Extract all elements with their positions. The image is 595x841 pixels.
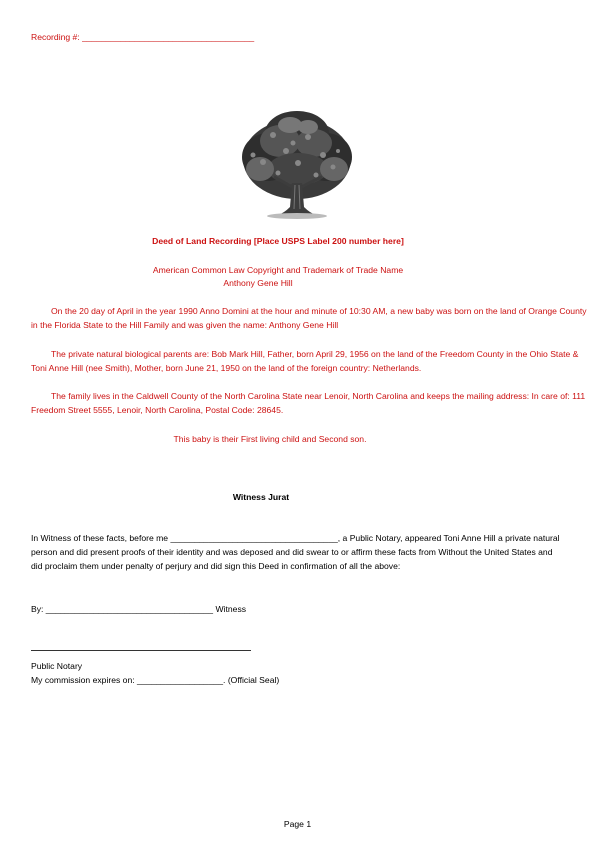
closing-statement: This baby is their First living child and Second son. [173,434,367,444]
commission-expiry-line: My commission expires on: __________________. (Official Seal) [31,675,280,685]
public-notary-label: Public Notary [31,661,83,671]
witness-jurat-heading: Witness Jurat [232,492,290,502]
recording-number-line: Recording #: ____________________________________ [31,32,255,42]
deed-title: Deed of Land Recording [Place USPS Label 200 number here] [152,236,404,246]
address-paragraph: The family lives in the Caldwell County of the North Carolina State near Lenoir, North Carolina and keeps the mailing address: In care of: 111 Freedom Street 5555, Lenoir, North Carolina, Postal Code: 28645. [31,391,586,415]
parents-paragraph: The private natural biological parents are: Bob Mark Hill, Father, born April 29, 1956 on the land of the Freedom County in the Ohio State & Toni Anne Hill (nee Smith), Mother, born June 21, 1950 on the land of the foreign country: Netherlands. [31,349,579,373]
deed-trade-name: Anthony Gene Hill [223,278,293,288]
notary-signature-rule [31,650,251,651]
deed-subtitle: American Common Law Copyright and Trademark of Trade Name [152,265,404,275]
witness-signature-line: By: ___________________________________ Witness [31,604,247,614]
witness-jurat-text: In Witness of these facts, before me ___________________________________, a Public Notary, appeared Toni Anne Hill a private natural person and did present proofs of their identity and was deposed and did swear to or affirm these facts from Without the United States and did proclaim them under penalty of perjury and did sign this Deed in confirmation of all the above: [31,533,560,571]
oak-tree-icon [238,107,356,223]
birth-paragraph: On the 20 day of April in the year 1990 Anno Domini at the hour and minute of 10:30 AM, a new baby was born on the land of Orange County in the Florida State to the Hill Family and was given the name: Anthony Gene Hill [31,306,587,330]
page-number: Page 1 [283,819,312,829]
